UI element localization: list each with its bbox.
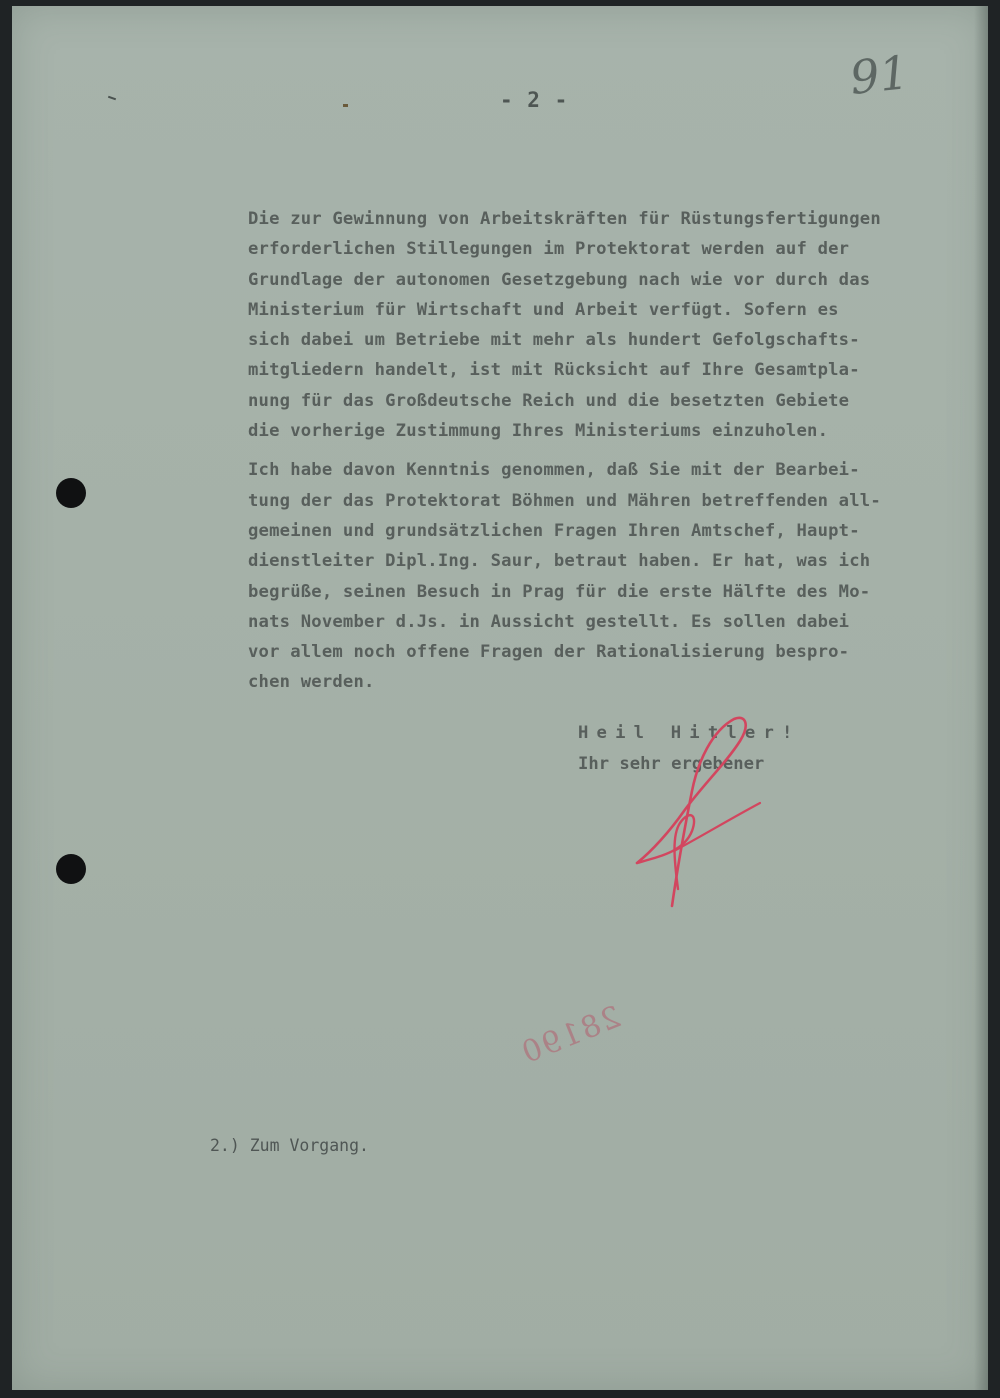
text-line: begrüße, seinen Besuch in Prag für die erste Hälfte des Mo- (248, 581, 871, 602)
text-line: die vorherige Zustimmung Ihres Ministeriums einzuholen. (248, 421, 829, 442)
margin-mark (343, 104, 348, 107)
page-number: - 2 - (500, 88, 569, 112)
closing-regards: Ihr sehr ergebener (578, 754, 765, 774)
text-line: nats November d.Js. in Aussicht gestellt. Es sollen dabei (248, 611, 850, 632)
signature-stroke (674, 803, 760, 851)
letter-body (248, 204, 988, 698)
punch-hole-bottom (56, 854, 86, 884)
text-line: Ministerium für Wirtschaft und Arbeit verfügt. Sofern es (248, 299, 839, 320)
text-line: chen werden. (248, 672, 375, 693)
text-line: erforderlichen Stillegungen im Protektorat werden auf der (248, 239, 850, 260)
filing-note: 2.) Zum Vorgang. (210, 1136, 369, 1155)
text-line: sich dabei um Betriebe mit mehr als hundert Gefolgschafts- (248, 330, 860, 351)
text-line: vor allem noch offene Fragen der Rationalisierung bespro- (248, 642, 850, 663)
signature-stroke (637, 718, 746, 906)
text-line: mitgliedern handelt, ist mit Rücksicht auf Ihre Gesamtpla- (248, 360, 860, 381)
text-line: gemeinen und grundsätzlichen Fragen Ihren Amtschef, Haupt- (248, 520, 860, 541)
handwritten-folio-number: 91 (847, 45, 912, 105)
archive-stamp: 28190 (515, 999, 627, 1072)
text-line: tung der das Protektorat Böhmen und Mähren betreffenden all- (248, 490, 881, 511)
text-line: nung für das Großdeutsche Reich und die besetzten Gebiete (248, 390, 850, 411)
document-page (12, 6, 988, 1390)
punch-hole-top (56, 478, 86, 508)
text-line: Die zur Gewinnung von Arbeitskräften für Rüstungsfertigungen (248, 209, 881, 229)
margin-mark (108, 96, 116, 101)
text-line: Ich habe davon Kenntnis genommen, daß Sie mit der Bearbei- (248, 460, 860, 481)
text-line: Grundlage der autonomen Gesetzgebung nach wie vor durch das (248, 269, 871, 290)
paragraph-1 (248, 204, 988, 446)
text-line: dienstleiter Dipl.Ing. Saur, betraut haben. Er hat, was ich (248, 551, 871, 572)
paragraph-2 (248, 455, 988, 697)
closing-greeting: Heil Hitler! (578, 723, 801, 743)
handwritten-signature (622, 711, 772, 921)
